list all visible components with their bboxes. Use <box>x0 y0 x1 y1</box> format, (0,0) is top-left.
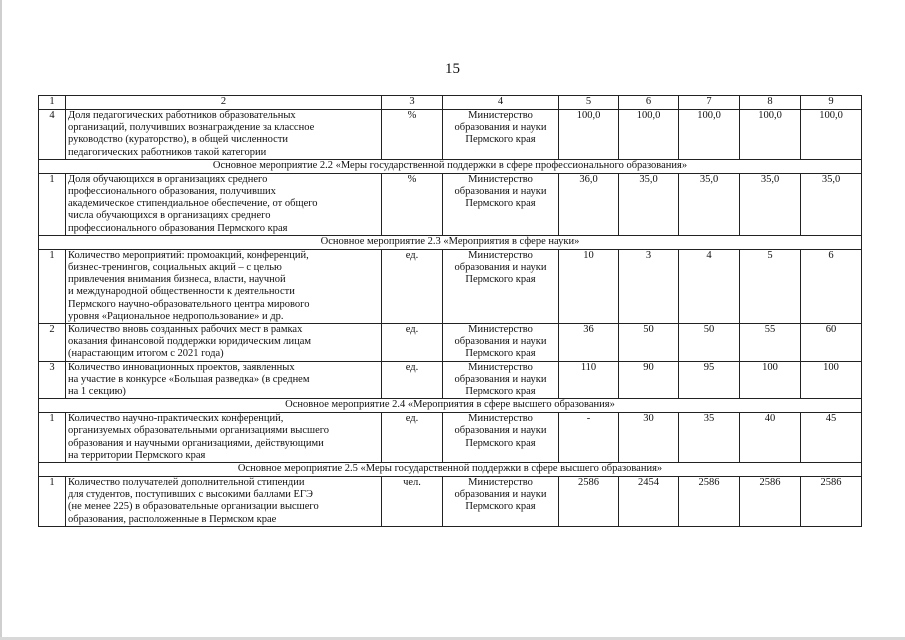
responsible-cell <box>443 249 559 323</box>
description-line: на участие в конкурсе «Большая разведка» (в среднем <box>68 373 310 385</box>
section-title: Основное мероприятие 2.4 «Мероприятия в сфере высшего образования» <box>39 399 862 413</box>
value-cell: 95 <box>679 361 740 399</box>
responsible-line: образования и науки <box>454 489 547 501</box>
unit-cell: чел. <box>382 477 443 527</box>
description-line: педагогических работников такой категории <box>68 146 267 158</box>
value-cell: 2586 <box>740 477 801 527</box>
header-cell: 5 <box>559 96 619 110</box>
section-row <box>39 159 862 173</box>
value-cell: 45 <box>801 413 862 463</box>
row-number: 3 <box>39 361 66 399</box>
row-number: 2 <box>39 324 66 362</box>
responsible-line: Министерство <box>468 324 533 336</box>
value-cell: 35,0 <box>679 173 740 235</box>
row-number: 4 <box>39 110 66 160</box>
responsible-line: образования и науки <box>454 373 547 385</box>
responsible-cell <box>443 173 559 235</box>
responsible-line: образования и науки <box>454 336 547 348</box>
row-number: 1 <box>39 173 66 235</box>
indicator-description <box>66 324 382 362</box>
description-line: Пермского научно-образовательного центра мирового <box>68 298 310 310</box>
description-line: Количество получателей дополнительной стипендии <box>68 477 305 489</box>
header-cell: 1 <box>39 96 66 110</box>
responsible-line: Министерство <box>468 361 533 373</box>
value-cell: 35 <box>679 413 740 463</box>
indicator-description <box>66 173 382 235</box>
responsible-line: Министерство <box>468 249 533 261</box>
responsible-line: образования и науки <box>454 425 547 437</box>
indicator-row <box>39 477 862 527</box>
value-cell: 50 <box>679 324 740 362</box>
section-row <box>39 399 862 413</box>
description-line: бизнес-тренингов, социальных акций – с целью <box>68 262 282 274</box>
header-cell: 8 <box>740 96 801 110</box>
responsible-line: образования и науки <box>454 122 547 134</box>
responsible-cell <box>443 110 559 160</box>
responsible-line: Пермского края <box>465 437 536 449</box>
responsible-line: Пермского края <box>465 198 536 210</box>
value-cell: 2586 <box>679 477 740 527</box>
description-line: Количество научно-практических конференций, <box>68 413 284 425</box>
value-cell: 35,0 <box>619 173 679 235</box>
responsible-line: Пермского края <box>465 274 536 286</box>
unit-cell: ед. <box>382 249 443 323</box>
responsible-cell <box>443 413 559 463</box>
description-line: профессионального образования Пермского края <box>68 222 288 234</box>
description-line: образования и научными организациями, действующими <box>68 437 324 449</box>
indicator-description <box>66 477 382 527</box>
responsible-line: Министерство <box>468 477 533 489</box>
value-cell: 100,0 <box>619 110 679 160</box>
header-cell: 2 <box>66 96 382 110</box>
indicator-description <box>66 110 382 160</box>
description-line: (не менее 225) в образовательные организации высшего <box>68 501 319 513</box>
indicator-row <box>39 413 862 463</box>
indicator-row <box>39 110 862 160</box>
responsible-cell <box>443 324 559 362</box>
description-line: (нарастающим итогом с 2021 года) <box>68 348 224 360</box>
value-cell: 60 <box>801 324 862 362</box>
header-row <box>39 96 862 110</box>
description-line: руководство (кураторство), в общей численности <box>68 134 289 146</box>
value-cell: - <box>559 413 619 463</box>
indicator-description <box>66 413 382 463</box>
section-row <box>39 235 862 249</box>
responsible-line: Министерство <box>468 110 533 121</box>
value-cell: 2454 <box>619 477 679 527</box>
responsible-line: образования и науки <box>454 262 547 274</box>
scan-left-edge <box>0 0 2 640</box>
value-cell: 100,0 <box>740 110 801 160</box>
description-line: привлечения внимания бизнеса, власти, научной <box>68 274 286 286</box>
value-cell: 2586 <box>801 477 862 527</box>
indicator-row <box>39 324 862 362</box>
unit-cell: ед. <box>382 324 443 362</box>
header-cell: 7 <box>679 96 740 110</box>
value-cell: 110 <box>559 361 619 399</box>
page-number: 15 <box>445 61 460 77</box>
description-line: на 1 секцию) <box>68 386 126 398</box>
value-cell: 5 <box>740 249 801 323</box>
section-row <box>39 463 862 477</box>
description-line: уровня «Рациональное недропользование» и др. <box>68 310 284 322</box>
value-cell: 6 <box>801 249 862 323</box>
description-line: академическое стипендиальное обеспечение, от общего <box>68 198 318 210</box>
value-cell: 90 <box>619 361 679 399</box>
header-cell: 9 <box>801 96 862 110</box>
section-title: Основное мероприятие 2.2 «Меры государственной поддержки в сфере профессионального образования» <box>39 159 862 173</box>
description-line: Количество инновационных проектов, заявленных <box>68 361 295 373</box>
value-cell: 3 <box>619 249 679 323</box>
header-cell: 6 <box>619 96 679 110</box>
responsible-cell <box>443 361 559 399</box>
responsible-line: Пермского края <box>465 501 536 513</box>
header-cell: 3 <box>382 96 443 110</box>
indicator-row <box>39 361 862 399</box>
indicator-description <box>66 361 382 399</box>
description-line: оказания финансовой поддержки юридическим лицам <box>68 336 312 348</box>
description-line: числа обучающихся в организациях среднего <box>68 210 271 222</box>
description-line: Количество мероприятий: промоакций, конференций, <box>68 249 309 261</box>
indicator-row <box>39 173 862 235</box>
value-cell: 50 <box>619 324 679 362</box>
unit-cell: % <box>382 173 443 235</box>
row-number: 1 <box>39 477 66 527</box>
description-line: профессионального образования, получивших <box>68 186 276 198</box>
value-cell: 100 <box>801 361 862 399</box>
value-cell: 36 <box>559 324 619 362</box>
unit-cell: % <box>382 110 443 160</box>
responsible-line: Министерство <box>468 173 533 185</box>
indicator-description <box>66 249 382 323</box>
value-cell: 36,0 <box>559 173 619 235</box>
description-line: для студентов, поступивших с высокими баллами ЕГЭ <box>68 489 313 501</box>
description-line: образования, расположенные в Пермском крае <box>68 513 277 525</box>
value-cell: 2586 <box>559 477 619 527</box>
description-line: Доля обучающихся в организациях среднего <box>68 173 268 185</box>
responsible-line: образования и науки <box>454 186 547 198</box>
value-cell: 100,0 <box>679 110 740 160</box>
responsible-cell <box>443 477 559 527</box>
responsible-line: Министерство <box>468 413 533 425</box>
value-cell: 35,0 <box>801 173 862 235</box>
description-line: организаций, получивших вознаграждение за классное <box>68 122 315 134</box>
section-title: Основное мероприятие 2.3 «Мероприятия в сфере науки» <box>39 235 862 249</box>
value-cell: 35,0 <box>740 173 801 235</box>
header-cell: 4 <box>443 96 559 110</box>
description-line: и международной общественности к деятельности <box>68 286 295 298</box>
indicator-row <box>39 249 862 323</box>
indicators-table <box>38 95 862 527</box>
value-cell: 100 <box>740 361 801 399</box>
description-line: организуемых образовательными организациями высшего <box>68 425 330 437</box>
description-line: Доля педагогических работников образовательных <box>68 110 296 121</box>
value-cell: 100,0 <box>559 110 619 160</box>
row-number: 1 <box>39 249 66 323</box>
section-title: Основное мероприятие 2.5 «Меры государственной поддержки в сфере высшего образования» <box>39 463 862 477</box>
value-cell: 30 <box>619 413 679 463</box>
responsible-line: Пермского края <box>465 134 536 146</box>
description-line: Количество вновь созданных рабочих мест в рамках <box>68 324 303 336</box>
description-line: на территории Пермского края <box>68 449 206 461</box>
value-cell: 100,0 <box>801 110 862 160</box>
responsible-line: Пермского края <box>465 386 536 398</box>
unit-cell: ед. <box>382 361 443 399</box>
value-cell: 10 <box>559 249 619 323</box>
value-cell: 40 <box>740 413 801 463</box>
responsible-line: Пермского края <box>465 348 536 360</box>
unit-cell: ед. <box>382 413 443 463</box>
row-number: 1 <box>39 413 66 463</box>
value-cell: 55 <box>740 324 801 362</box>
value-cell: 4 <box>679 249 740 323</box>
